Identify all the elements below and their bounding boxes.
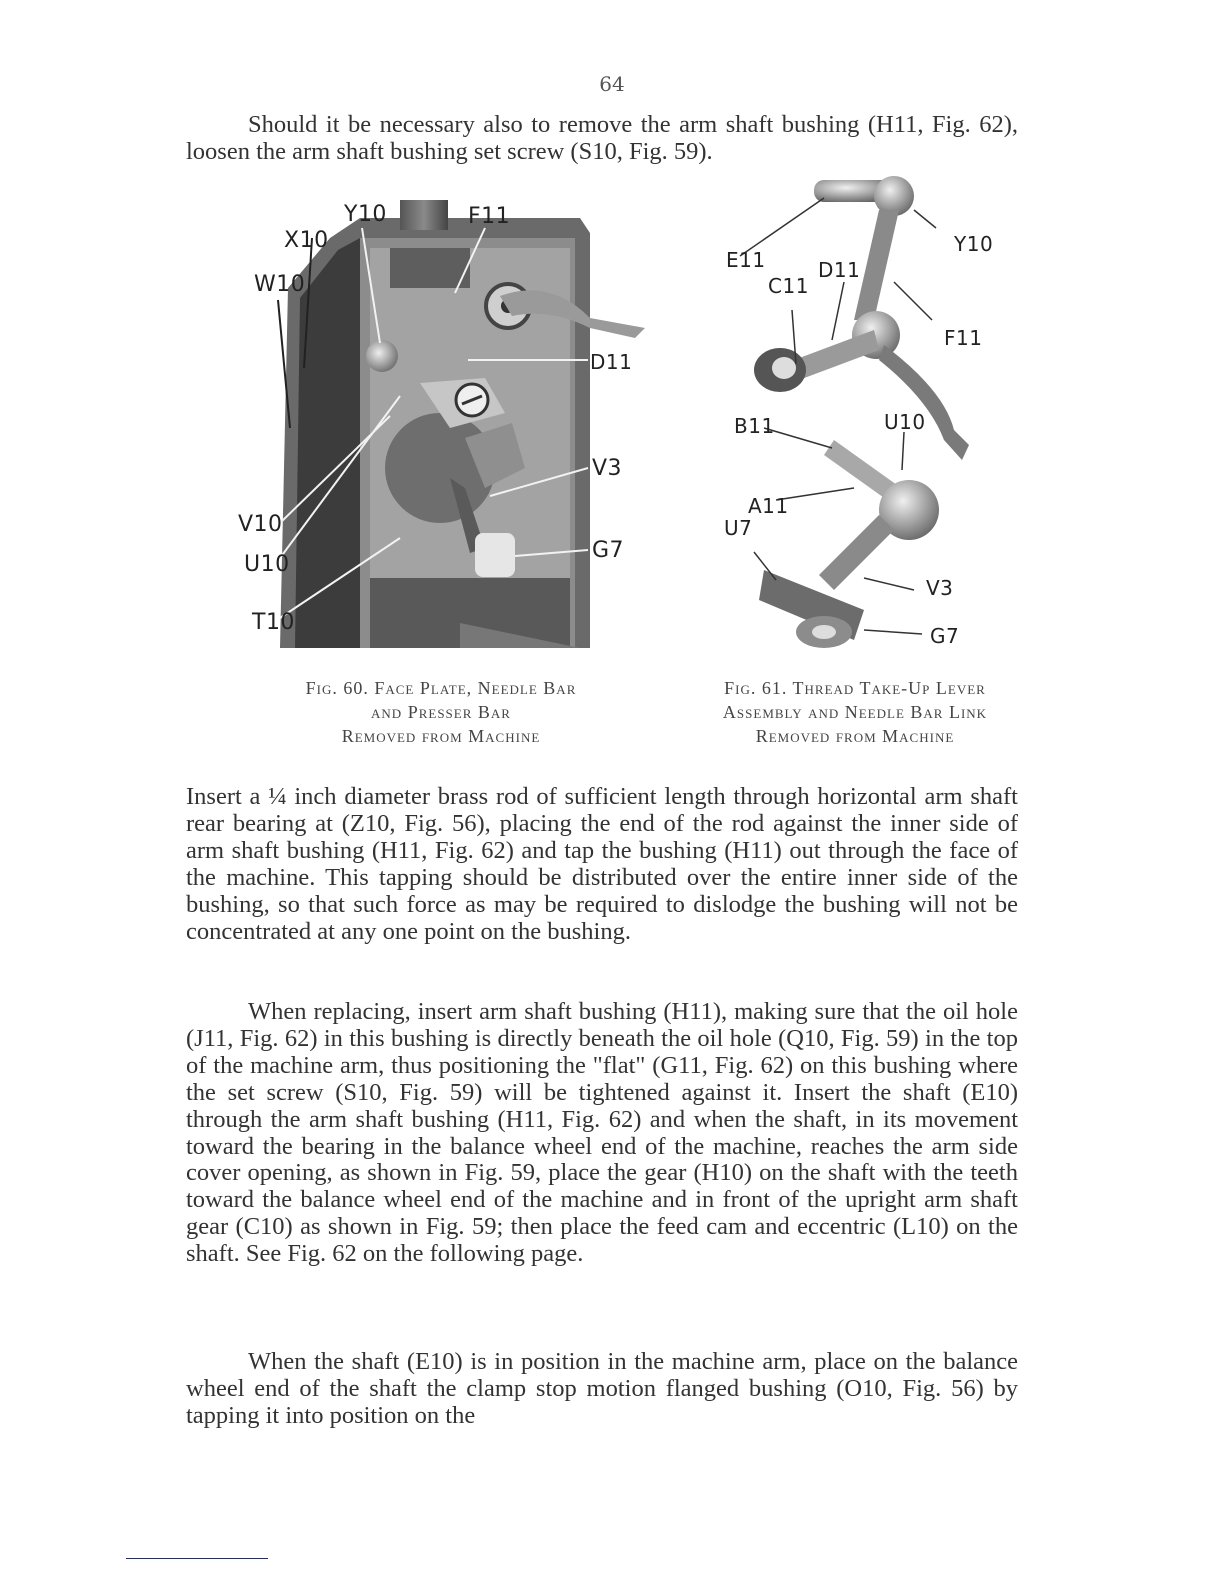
label-u10: U10 (244, 552, 290, 577)
label-v10: V10 (238, 512, 283, 537)
label-x10: X10 (284, 228, 329, 253)
label-t10: T10 (252, 610, 295, 635)
label-v3: V3 (592, 456, 623, 481)
page-number: 64 (599, 72, 625, 96)
label-u7: U7 (724, 516, 753, 540)
paragraph-arm-shaft-bushing: Should it be necessary also to remove the arm shaft bushing (H11, Fig. 62), loosen the arm shaft bushing set screw (S10, Fig. 59). (186, 111, 1018, 165)
label-v3: V3 (926, 576, 954, 600)
label-c11: C11 (768, 274, 809, 298)
figure-61-take-up-lever-photo (704, 170, 1024, 658)
caption-line: and Presser Bar (371, 702, 511, 722)
label-a11: A11 (748, 494, 789, 518)
label-e11: E11 (726, 248, 766, 272)
caption-line: Fig. 60. Face Plate, Needle Bar (305, 678, 577, 698)
footnote-rule (126, 1558, 268, 1559)
caption-line: Removed from Machine (341, 726, 541, 746)
label-f11: F11 (468, 204, 511, 229)
label-y10: Y10 (954, 232, 994, 256)
label-y10: Y10 (344, 202, 387, 227)
label-g7: G7 (930, 624, 960, 648)
paragraph-remove-bushing: Insert a ¼ inch diameter brass rod of sufficient length through horizontal arm shaft rear bearing at (Z10, Fig. 56), placing the end of the rod against the inner side of arm shaft bushing (H11, Fig. 62) and tap the bushing (H11) out through the face of the machine. This tapping should be distributed over the entire inner side of the bushing, so that such force as may be required to dislodge the bushing will not be concentrated at any one point on the bushing. (186, 783, 1018, 945)
figure-61-caption (660, 676, 1050, 748)
label-d11: D11 (818, 258, 861, 282)
figure-60-caption (236, 676, 646, 748)
label-g7: G7 (592, 538, 625, 563)
label-w10: W10 (254, 272, 306, 297)
label-u10: U10 (884, 410, 926, 434)
figure-60-face-plate-photo (238, 178, 662, 658)
caption-line: Fig. 61. Thread Take-Up Lever (724, 678, 986, 698)
paragraph-replacing-bushing: When replacing, insert arm shaft bushing (H11), making sure that the oil hole (J11, Fig. 62) in this bushing is directly beneath the oil hole (Q10, Fig. 59) in the top of the machine arm, thus positioning the "flat" (G11, Fig. 62) on this bushing where the set screw (S10, Fig. 59) will be tightened against it. Insert the shaft (E10) through the arm shaft bushing (H11, Fig. 62) and when the shaft, in its movement toward the bearing in the balance wheel end of the machine, reaches the arm side cover opening, as shown in Fig. 59, place the gear (H10) on the shaft with the teeth toward the balance wheel end of the machine and in front of the upright arm shaft gear (C10) as shown in Fig. 59; then place the feed cam and eccentric (L10) on the shaft. See Fig. 62 on the following page. (186, 998, 1018, 1268)
label-b11: B11 (734, 414, 775, 438)
caption-line: Removed from Machine (755, 726, 955, 746)
label-d11: D11 (590, 350, 633, 374)
label-f11: F11 (944, 326, 983, 350)
paragraph-clamp-stop-motion: When the shaft (E10) is in position in the machine arm, place on the balance wheel end of the shaft the clamp stop motion flanged bushing (O10, Fig. 56) by tapping it into position on the (186, 1348, 1018, 1429)
caption-line: Assembly and Needle Bar Link (722, 702, 988, 722)
